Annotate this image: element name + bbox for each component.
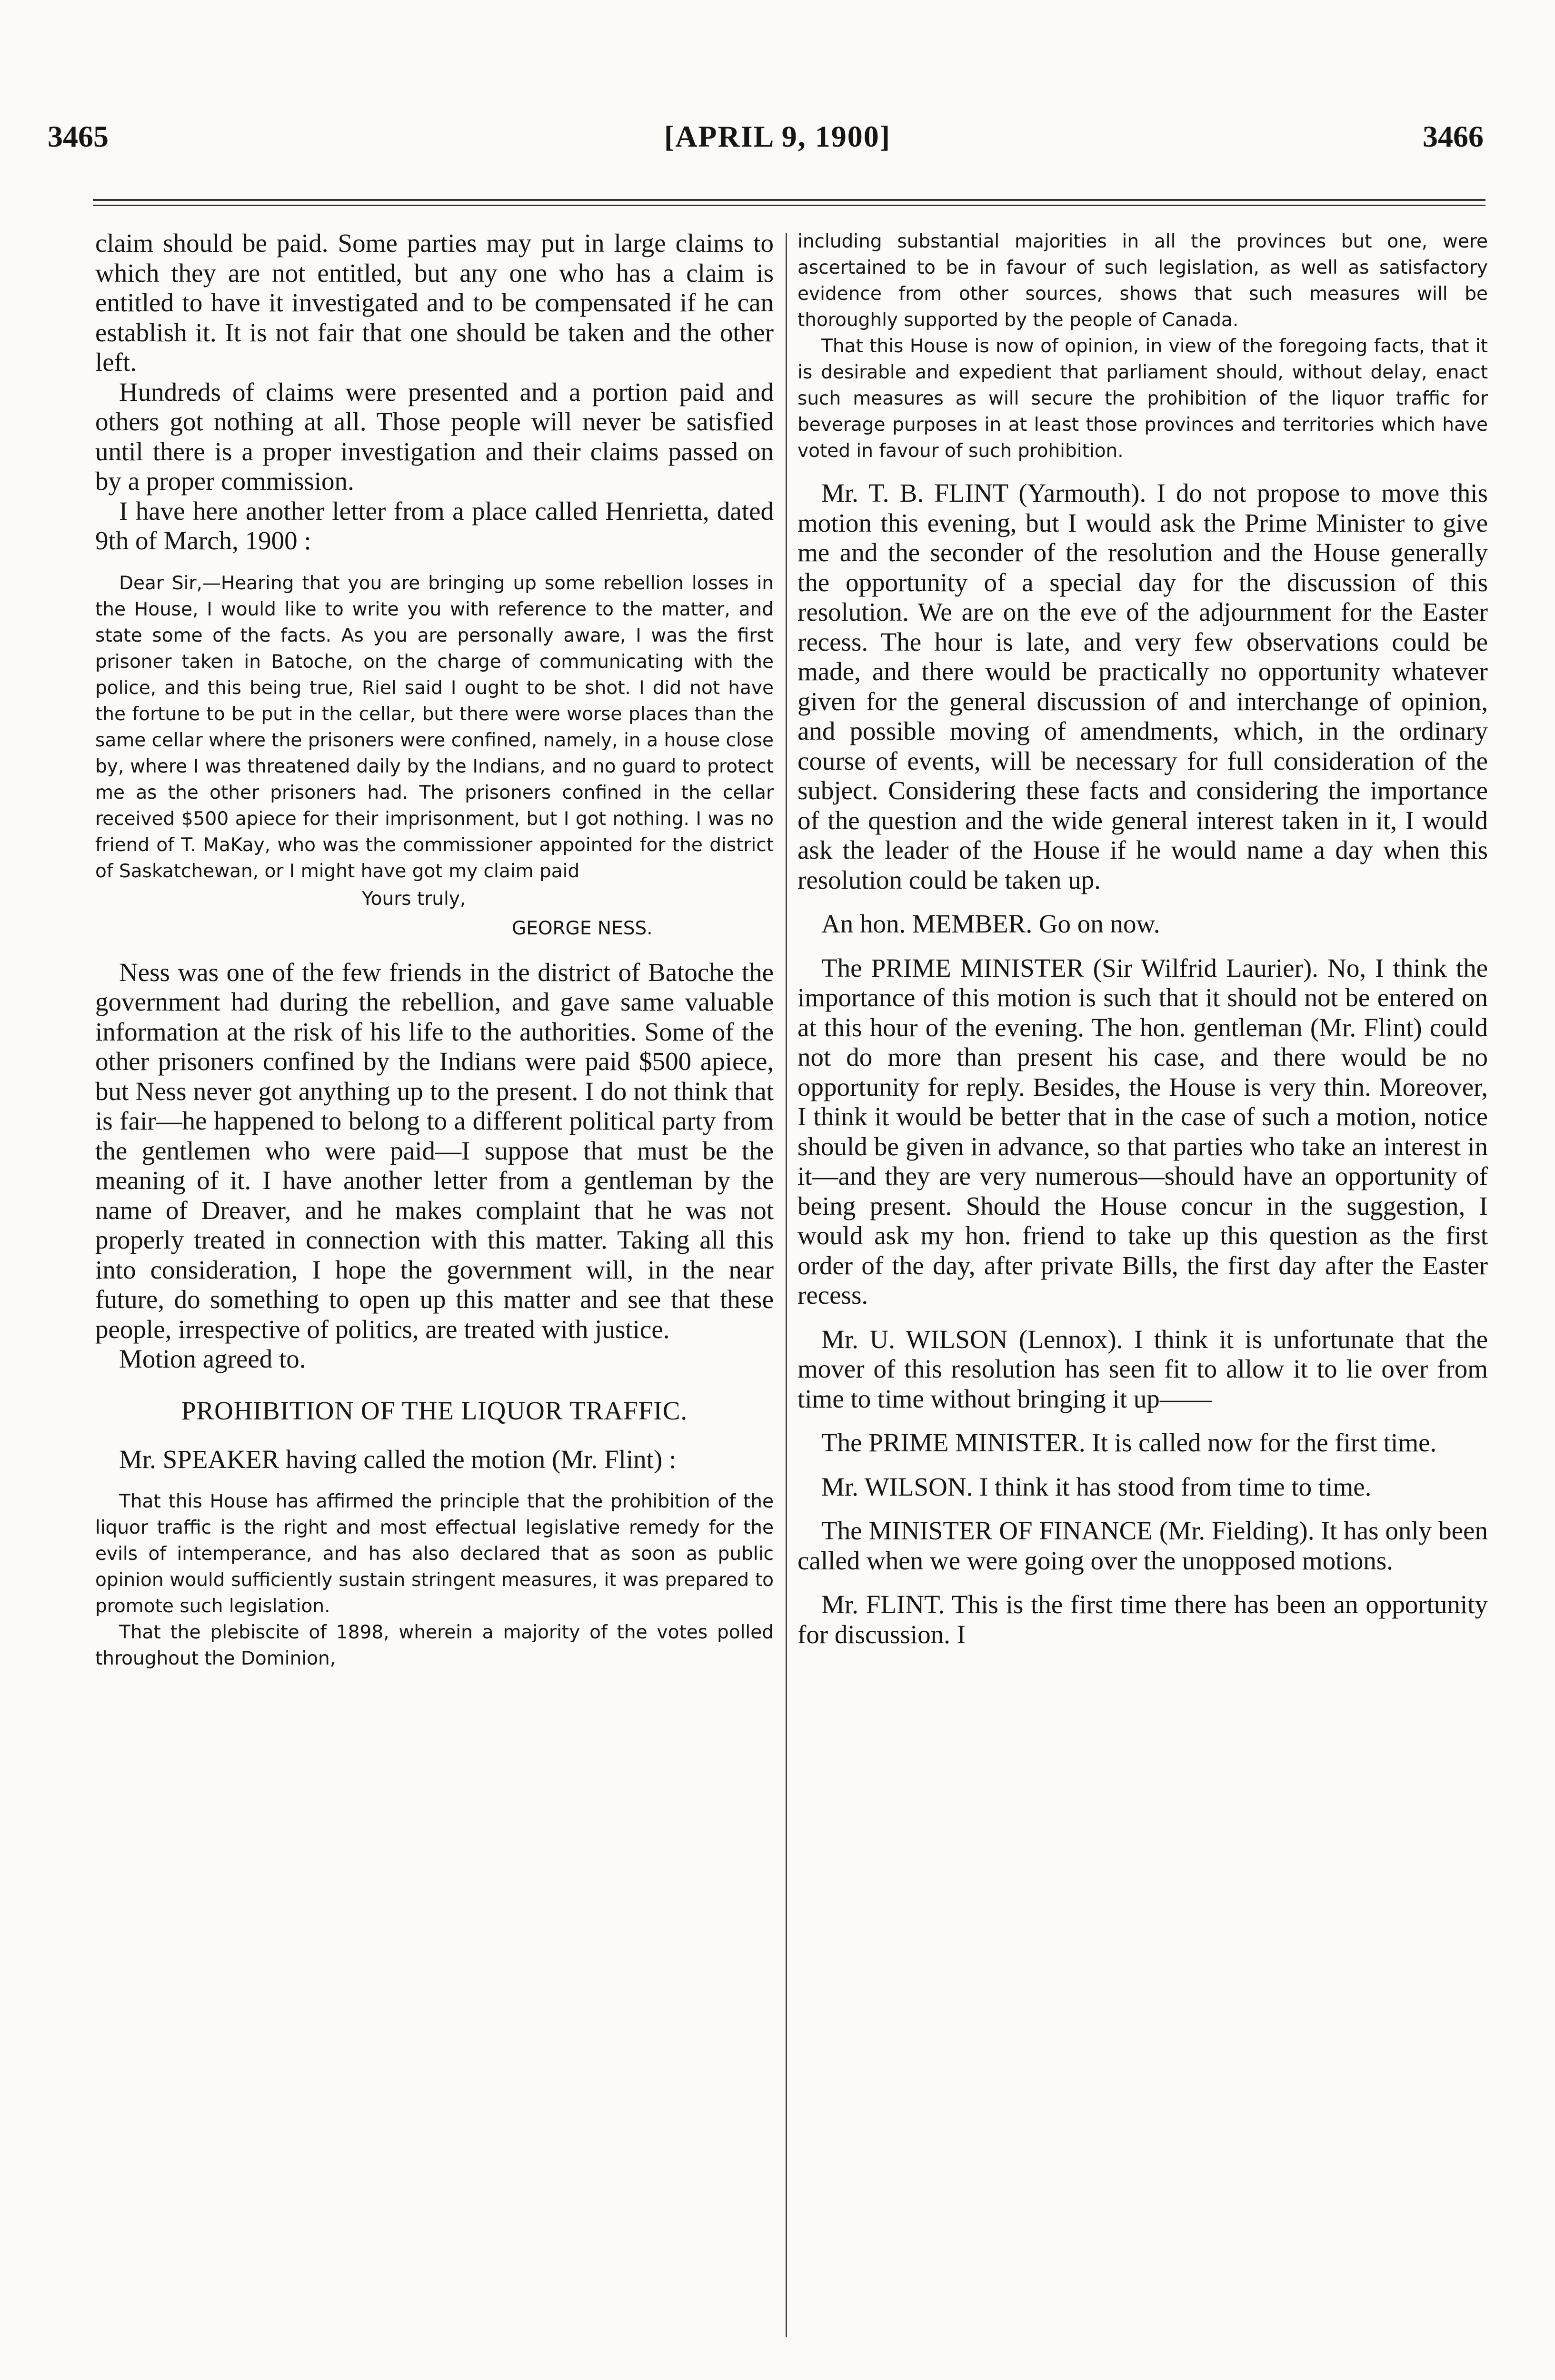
paragraph: The MINISTER OF FINANCE (Mr. Fielding). It has only been called when we were going over the unopposed motions.: [797, 1516, 1488, 1575]
paragraph: Mr. FLINT. This is the first time there has been an opportunity for discussion. I: [797, 1590, 1488, 1649]
paragraph: Mr. T. B. FLINT (Yarmouth). I do not propose to move this motion this evening, but I would ask the Prime Minister to give me and the seconder of the resolution and the House generally the opportunity of a special day for the discussion of this resolution. We are on the eve of the adjournment for the Easter recess. The hour is late, and very few observations could be made, and there would be practically no opportunity whatever given for the general discussion of and interchange of opinion, and possible moving of amendments, which, in the ordinary course of events, will be necessary for full consideration of the subject. Considering these facts and considering the importance of the question and the wide general interest taken in it, I would ask the leader of the House if he would name a day when this resolution could be taken up.: [797, 478, 1488, 894]
motion-text: including substantial majorities in all the provinces but one, were ascertained to be in favour of such legislation, as well as satisfactory evidence from other sources, shows that such measures will be thoroughly supported by the people of Canada.: [797, 231, 1488, 331]
motion-text: That the plebiscite of 1898, wherein a majority of the votes polled throughout the Dominion,: [95, 1622, 774, 1669]
page-date: [APRIL 9, 1900]: [664, 119, 891, 153]
page-header: [0, 0, 1555, 190]
paragraph: Mr. WILSON. I think it has stood from time to time.: [821, 1472, 1372, 1501]
letter-signature: GEORGE NESS.: [512, 917, 653, 939]
paragraph: Motion agreed to.: [119, 1344, 306, 1373]
paragraph: Mr. SPEAKER having called the motion (Mr. Flint) :: [119, 1444, 677, 1474]
paragraph: The PRIME MINISTER. It is called now for the first time.: [821, 1428, 1437, 1457]
left-column: [95, 228, 774, 2380]
motion-text: That this House is now of opinion, in view of the foregoing facts, that it is desirable and expedient that parliament should, without delay, enact such measures as will secure the prohibition of the liquor traffic for beverage purposes in at least those provinces and territories which have voted in favour of such prohibition.: [797, 336, 1488, 462]
paragraph: I have here another letter from a place called Henrietta, dated 9th of March, 1900 :: [95, 496, 774, 555]
header-rule-secondary: [93, 205, 1485, 206]
header-rule: [93, 199, 1485, 201]
page-number-left: 3465: [48, 119, 109, 153]
column-divider: [786, 233, 787, 2337]
paragraph: claim should be paid. Some parties may put in large claims to which they are not entitled, but any one who has a claim is entitled to have it investigated and to be compensated if he can establish it. It is not fair that one should be taken and the other left.: [95, 228, 774, 377]
paragraph: An hon. MEMBER. Go on now.: [821, 909, 1160, 938]
quoted-letter: Dear Sir,—Hearing that you are bringing up some rebellion losses in the House, I would like to write you with reference to the matter, and state some of the facts. As you are personally aware, I was the first prisoner taken in Batoche, on the charge of communicating with the police, and this being true, Riel said I ought to be shot. I did not have the fortune to be put in the cellar, but there were worse places than the same cellar where the prisoners were confined, namely, in a house close by, where I was threatened daily by the Indians, and no guard to protect me as the other prisoners had. The prisoners confined in the cellar received $500 apiece for their imprisonment, but I got nothing. I was no friend of T. MaKay, who was the commissioner appointed for the district of Saskatchewan, or I might have got my claim paid: [95, 572, 774, 882]
paragraph: Ness was one of the few friends in the district of Batoche the government had during the rebellion, and gave same valuable information at the risk of his life to the authorities. Some of the other prisoners confined by the Indians were paid $500 apiece, but Ness never got anything up to the present. I do not think that is fair—he happened to belong to a different political party from the gentlemen who were paid—I suppose that must be the meaning of it. I have another letter from a gentleman by the name of Dreaver, and he makes complaint that he was not properly treated in connection with this matter. Taking all this into consideration, I hope the government will, in the near future, do something to open up this matter and see that these people, irrespective of politics, are treated with justice.: [95, 957, 774, 1344]
right-column: [797, 228, 1488, 2380]
paragraph: Mr. U. WILSON (Lennox). I think it is unfortunate that the mover of this resolution has seen fit to allow it to lie over from time to time without bringing it up——: [797, 1324, 1488, 1413]
section-heading: PROHIBITION OF THE LIQUOR TRAFFIC.: [181, 1396, 688, 1425]
paragraph: The PRIME MINISTER (Sir Wilfrid Laurier). No, I think the importance of this motion is such that it should not be entered on at this hour of the evening. The hon. gentleman (Mr. Flint) could not do more than present his case, and there would be no opportunity for reply. Besides, the House is very thin. Moreover, I think it would be better that in the case of such a motion, notice should be given in advance, so that parties who take an interest in it—and they are very numerous—should have an opportunity of being present. Should the House concur in the suggestion, I would ask my hon. friend to take up this question as the first order of the day, after private Bills, the first day after the Easter recess.: [797, 953, 1488, 1309]
motion-text: That this House has affirmed the principle that the prohibition of the liquor traffic is the right and most effectual legislative remedy for the evils of intemperance, and has also declared that as soon as public opinion would sufficiently sustain stringent measures, it was prepared to promote such legislation.: [95, 1491, 774, 1617]
page-number-right: 3466: [1423, 119, 1484, 153]
paragraph: Hundreds of claims were presented and a portion paid and others got nothing at all. Those people will never be satisfied until there is a proper investigation and their claims passed on by a proper commission.: [95, 377, 774, 496]
letter-sign-off: Yours truly,: [362, 888, 466, 910]
